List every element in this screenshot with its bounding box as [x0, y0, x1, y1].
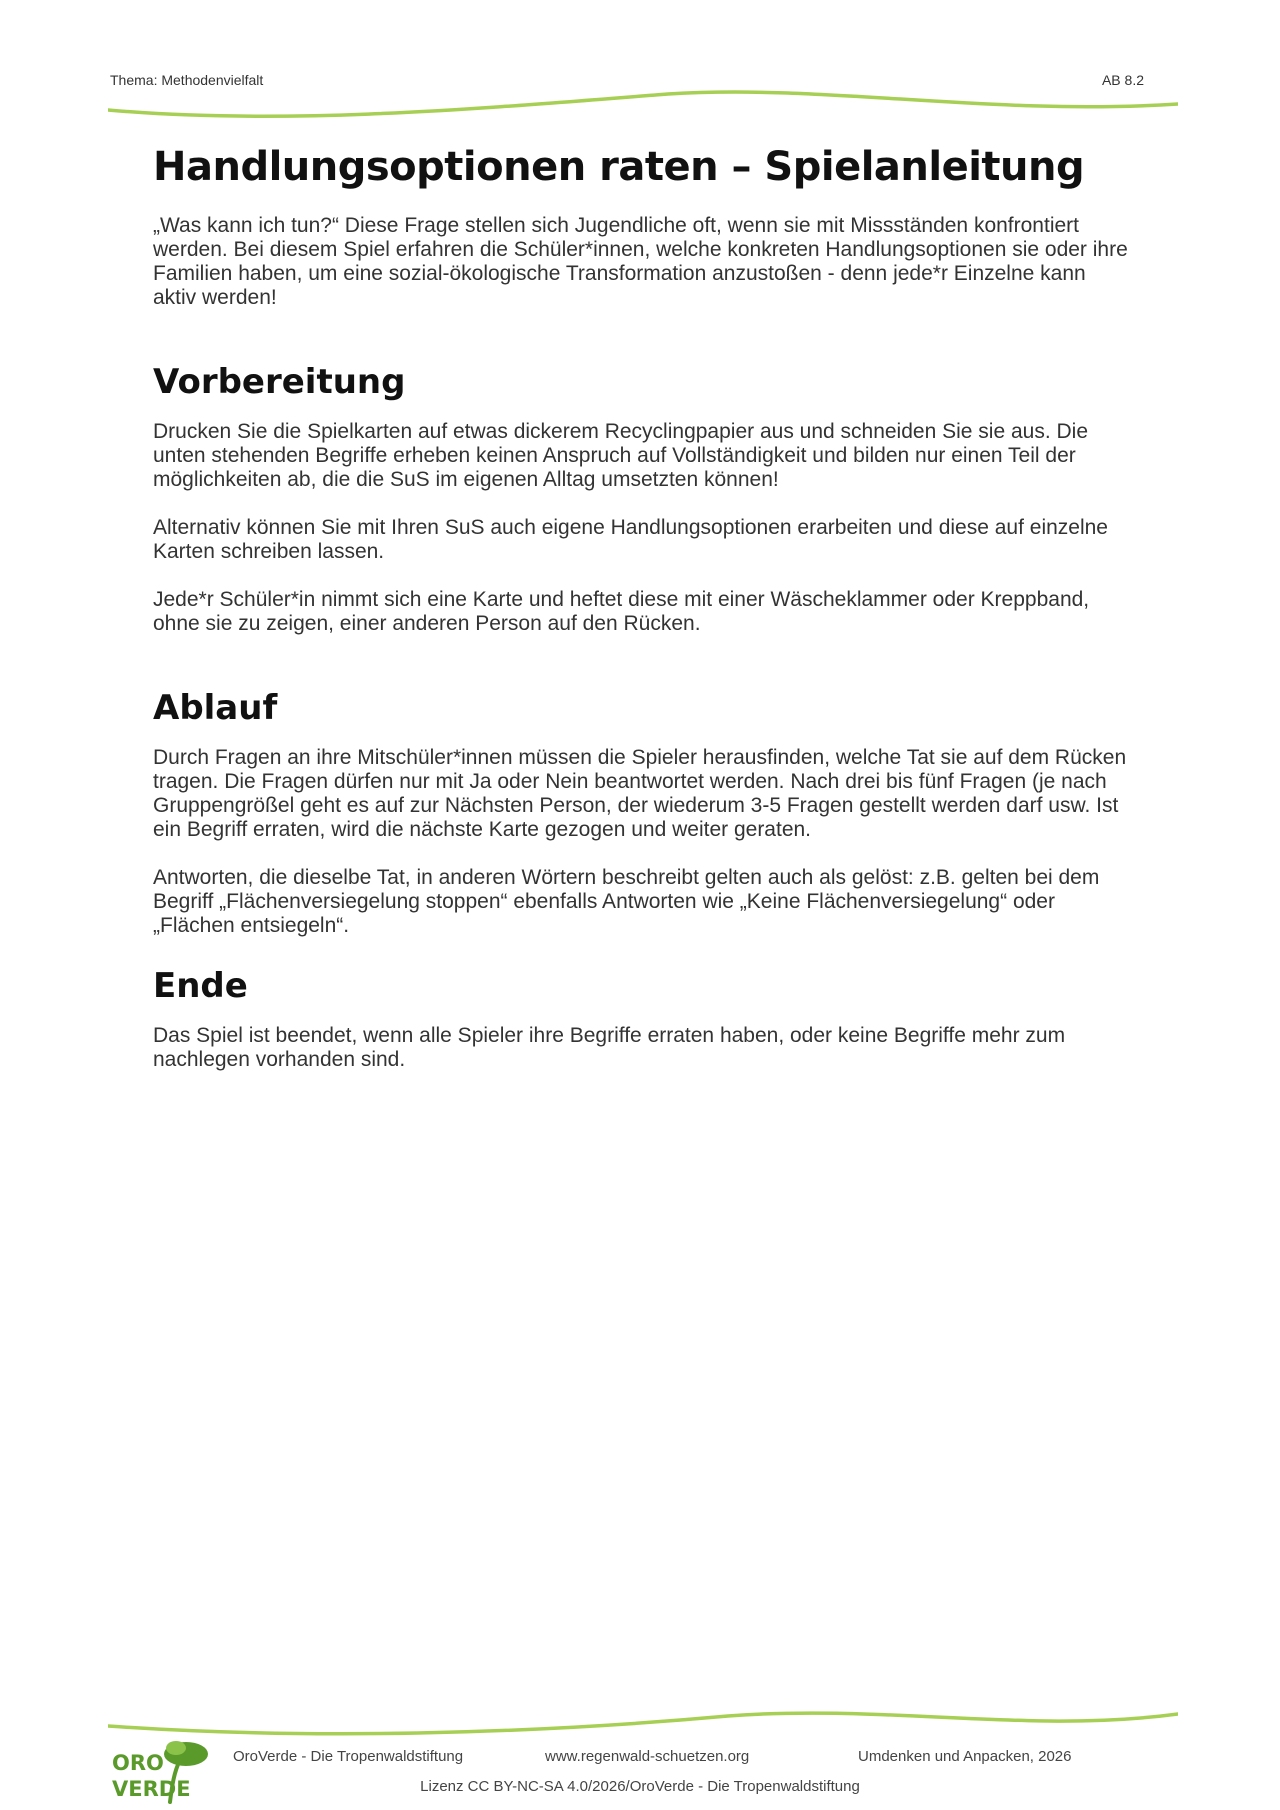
footer-organization: OroVerde - Die Tropenwaldstiftung: [233, 1748, 464, 1765]
document-body: [153, 144, 1133, 1072]
vorbereitung-paragraph: Jede*r Schüler*in nimmt sich eine Karte und heftet diese mit einer Wäscheklammer oder Kreppband, ohne sie zu zeigen, einer anderen Person auf den Rücken.: [153, 588, 1090, 635]
header-topic: Thema: Methodenvielfalt: [110, 72, 264, 88]
header-sheet-number: AB 8.2: [1101, 72, 1144, 88]
logo-text-oro: ORO: [112, 1751, 164, 1775]
section-heading-ablauf: Ablauf: [153, 688, 278, 728]
ablauf-paragraph: Antworten, die dieselbe Tat, in anderen Wörtern beschreibt gelten auch als gelöst: z.B. gelten bei dem Begriff „Flächenversiegelung stoppen“ ebenfalls Antworten wie „Keine Flächenversiegelung“ oder „Flächen entsiegeln“.: [153, 866, 1100, 937]
footer-wave-divider: [108, 1704, 1178, 1744]
logo-text-verde: VERDE: [112, 1777, 191, 1801]
page-title: Handlungsoptionen raten – Spielanleitung: [153, 144, 1085, 190]
footer-project: Umdenken und Anpacken, 2026: [858, 1748, 1072, 1765]
ende-paragraph: Das Spiel ist beendet, wenn alle Spieler ihre Begriffe erraten haben, oder keine Begriffe mehr zum nachlegen vorhanden sind.: [153, 1024, 1066, 1071]
section-heading-ende: Ende: [153, 966, 248, 1006]
footer-website-link[interactable]: www.regenwald-schuetzen.org: [545, 1748, 750, 1765]
vorbereitung-paragraph: Drucken Sie die Spielkarten auf etwas dickerem Recyclingpapier aus und schneiden Sie sie aus. Die unten stehenden Begriffe erheben keinen Anspruch auf Vollständigkeit und bilden nur einen Teil der möglichkeiten ab, die die SuS im eigenen Alltag umsetzten können!: [153, 420, 1089, 491]
section-heading-vorbereitung: Vorbereitung: [153, 362, 406, 402]
ablauf-paragraph: Durch Fragen an ihre Mitschüler*innen müssen die Spieler herausfinden, welche Tat sie auf dem Rücken tragen. Die Fragen dürfen nur mit Ja oder Nein beantwortet werden. Nach drei bis fünf Fragen (je nach Gruppengrößel geht es auf zur Nächsten Person, der wiederum 3-5 Fragen gestellt werden darf usw. Ist ein Begriff erraten, wird die nächste Karte gezogen und weiter geraten.: [153, 746, 1127, 841]
footer-license: Lizenz CC BY-NC-SA 4.0/2026/OroVerde - Die Tropenwaldstiftung: [420, 1778, 860, 1795]
intro-paragraph: „Was kann ich tun?“ Diese Frage stellen sich Jugendliche oft, wenn sie mit Missständen konfrontiert werden. Bei diesem Spiel erfahren die Schüler*innen, welche konkreten Handlungsoptionen sie oder ihre Familien haben, um eine sozial-ökologische Transformation anzustoßen - denn jede*r Einzelne kann aktiv werden!: [153, 214, 1128, 309]
vorbereitung-paragraph: Alternativ können Sie mit Ihren SuS auch eigene Handlungsoptionen erarbeiten und diese auf einzelne Karten schreiben lassen.: [153, 516, 1108, 563]
header-wave-divider: [108, 82, 1178, 122]
